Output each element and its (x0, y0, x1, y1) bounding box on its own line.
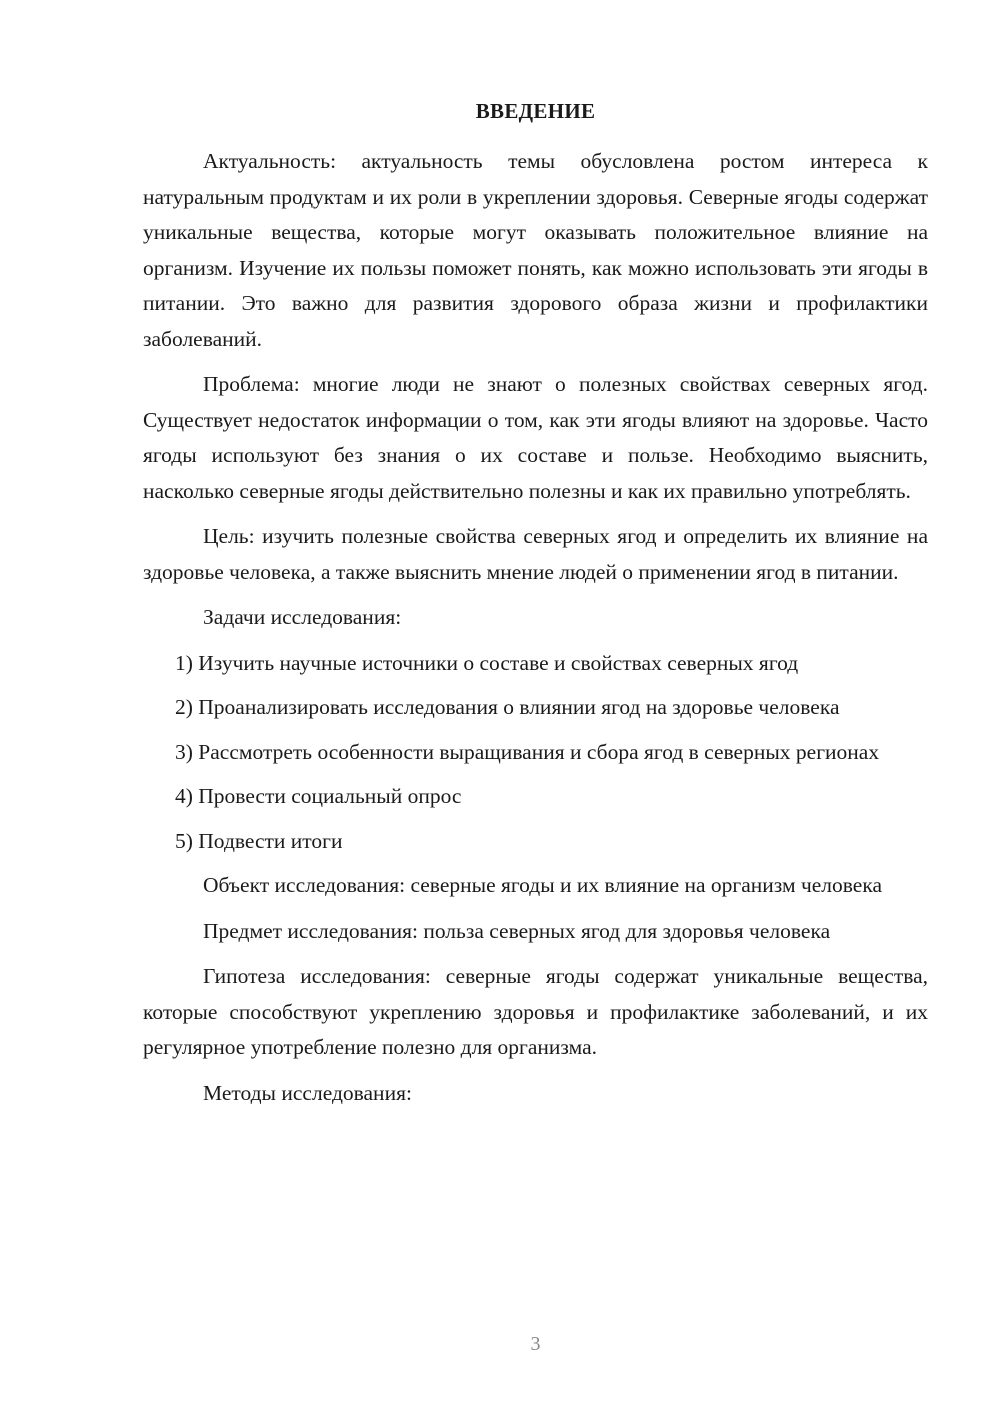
paragraph-subject: Предмет исследования: польза северных ягод для здоровья человека (203, 918, 831, 943)
methods-heading: Методы исследования: (203, 1080, 412, 1105)
paragraph-problem: Проблема: многие люди не знают о полезных свойствах северных ягод. Существует недостаток информации о том, как эти ягоды влияют на здоровье. Часто ягоды используют без знания о их составе и пользе. Необходимо выяснить, насколько северные ягоды действительно полезны и как их правильно употреблять. (143, 372, 928, 503)
list-item: 4) Провести социальный опрос (175, 784, 462, 808)
paragraph-goal: Цель: изучить полезные свойства северных ягод и определить их влияние на здоровье человека, а также выяснить мнение людей о применении ягод в питании. (143, 524, 928, 584)
paragraph-hypothesis: Гипотеза исследования: северные ягоды содержат уникальные вещества, которые способствуют укреплению здоровья и профилактике заболеваний, и их регулярное употребление полезно для организма. (143, 964, 928, 1059)
tasks-list (143, 646, 928, 860)
document-page (143, 0, 928, 1414)
page-title: ВВЕДЕНИЕ (475, 99, 596, 123)
list-item: 2) Проанализировать исследования о влиянии ягод на здоровье человека (175, 695, 840, 719)
paragraph-relevance: Актуальность: актуальность темы обусловлена ростом интереса к натуральным продуктам и их роли в укреплении здоровья. Северные ягоды содержат уникальные вещества, которые могут оказывать положительное влияние на организм. Изучение их пользы поможет понять, как можно использовать эти ягоды в питании. Это важно для развития здорового образа жизни и профилактики заболеваний. (143, 149, 928, 351)
document-body (143, 144, 928, 1121)
list-item: 5) Подвести итоги (175, 828, 343, 853)
list-item: 3) Рассмотреть особенности выращивания и сбора ягод в северных регионах (175, 739, 880, 764)
page-number: 3 (530, 1333, 541, 1355)
list-item: 1) Изучить научные источники о составе и свойствах северных ягод (175, 650, 799, 675)
paragraph-object: Объект исследования: северные ягоды и их влияние на организм человека (203, 873, 883, 897)
tasks-heading: Задачи исследования: (203, 605, 402, 629)
